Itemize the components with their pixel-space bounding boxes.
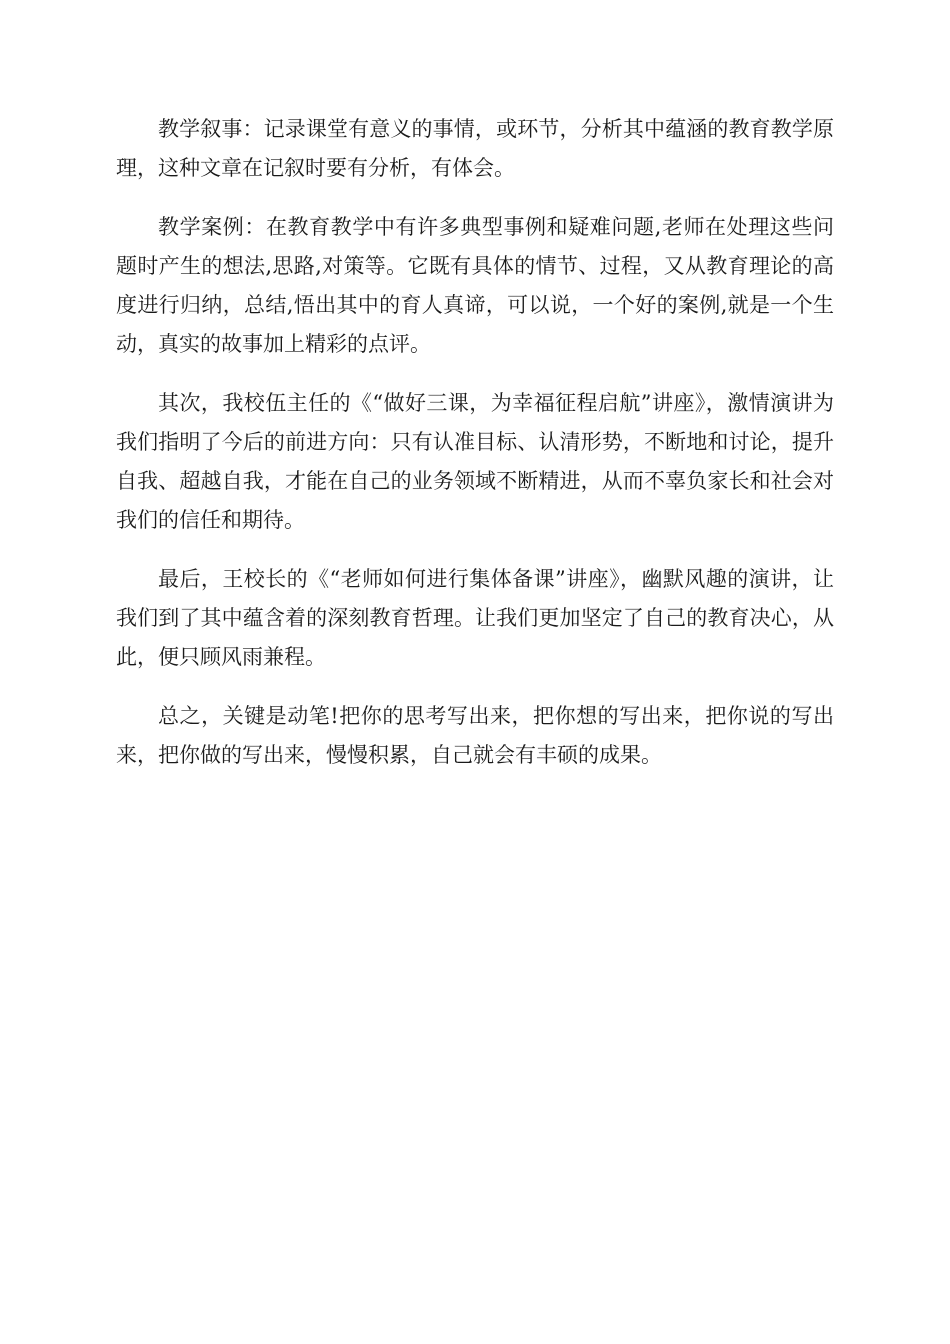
paragraph-teaching-case: 教学案例：在教育教学中有许多典型事例和疑难问题,老师在处理这些问题时产生的想法,思路,对策等。它既有具体的情节、过程，又从教育理论的高度进行归纳，总结,悟出其中的育人真谛，可以说，一个好的案例,就是一个生动，真实的故事加上精彩的点评。 <box>116 215 834 356</box>
paragraph-principal-lecture: 最后，王校长的《“老师如何进行集体备课”讲座》，幽默风趣的演讲，让我们到了其中蕴含着的深刻教育哲理。让我们更加坚定了自己的教育决心，从此，便只顾风雨兼程。 <box>116 567 834 669</box>
paragraph-conclusion: 总之，关键是动笔!把你的思考写出来，把你想的写出来，把你说的写出来，把你做的写出来，慢慢积累，自己就会有丰硕的成果。 <box>116 704 834 767</box>
paragraph-teaching-narrative: 教学叙事：记录课堂有意义的事情，或环节，分析其中蕴涵的教育教学原理，这种文章在记叙时要有分析，有体会。 <box>116 117 834 180</box>
paragraph-director-lecture: 其次，我校伍主任的《“做好三课，为幸福征程启航”讲座》，激情演讲为我们指明了今后的前进方向：只有认准目标、认清形势，不断地和讨论，提升自我、超越自我，才能在自己的业务领域不断精进，从而不辜负家长和社会对我们的信任和期待。 <box>116 391 834 532</box>
document-body <box>116 110 834 795</box>
